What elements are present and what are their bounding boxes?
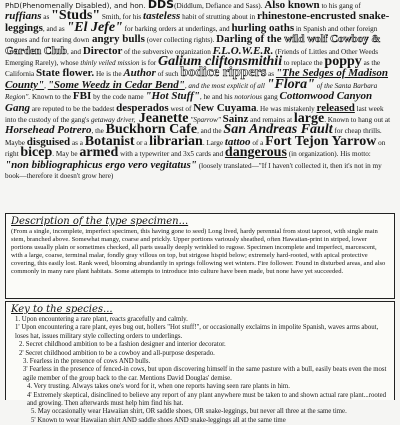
- bio-run: hurling oaths: [231, 21, 295, 34]
- bio-run: FBI: [72, 90, 92, 103]
- bio-run: of the Santa Barbara Region".: [5, 81, 378, 102]
- key-item: 4. Very trusting. Always takes one's word for it, when one reports having seen rare plants in him.: [27, 383, 290, 391]
- key-item: 3. Fearless in the presence of cows AND bulls.: [23, 358, 151, 366]
- bio-run: as the California: [5, 59, 381, 79]
- bio-run: west of: [168, 104, 194, 113]
- bio-run: to replace the: [282, 59, 325, 68]
- bio-run: "El Jefe": [66, 19, 123, 35]
- bio-run: as: [266, 70, 276, 79]
- bio-run: getaway driver,: [90, 116, 136, 125]
- bio-run: F.L.O.W.E.R.: [212, 44, 274, 57]
- bio-run: with a typewriter and 3x5 cards and: [118, 150, 225, 159]
- bio-run: , and as: [42, 24, 67, 33]
- bio-run: He is the: [94, 70, 124, 79]
- bio-run: Smith, for his: [100, 13, 144, 22]
- bio-run: . Large: [202, 138, 225, 147]
- bio-run: State flower.: [35, 67, 95, 80]
- bio-run: tattoo: [224, 135, 251, 148]
- bio-run: wild wolf Cowboy & Garden Club: [5, 33, 381, 57]
- key-item: 2. Secret childhood ambition to be a fashion designer and interior decorator.: [19, 341, 226, 349]
- bio-run: . He was mistakenly: [256, 104, 317, 113]
- bio-run: Jeanette: [135, 111, 189, 127]
- bio-run: and remains at: [248, 116, 294, 125]
- bio-run: tasteless: [143, 10, 181, 23]
- bio-run: large: [293, 111, 325, 127]
- biography-text: [5, 0, 395, 212]
- bio-run: Sainz: [222, 113, 249, 126]
- bio-run: (in organization). His motto:: [286, 150, 371, 159]
- bio-run: thinly veiled mission: [80, 59, 140, 68]
- bio-run: notorious: [234, 93, 262, 102]
- key-item: 1. Upon encountering a rare plant, reacts gracefully and calmly.: [15, 316, 188, 323]
- bio-run: "Flora": [266, 76, 315, 92]
- bio-run: "Studs": [51, 8, 101, 24]
- bio-run: , and: [67, 47, 83, 56]
- bio-run: released: [316, 101, 355, 114]
- key-item: 1' Upon encountering a rare plant, eyes bug out, hollers "Hot stuff!", or occasionally exclaims in impolite Spanish, waves arms about, loses hat, issues military style collecting orders to underlings.: [15, 324, 379, 340]
- bio-run: Galium cliftonsmithii: [158, 54, 283, 70]
- species-key-list: [11, 316, 389, 425]
- bio-run: Darling of the: [216, 33, 285, 46]
- bio-run: as: [41, 13, 52, 22]
- key-title: Key to the species...: [11, 304, 113, 315]
- bio-run: Cottonwood Canyon Gang: [5, 90, 373, 114]
- key-item: 5. May occasionally wear Hawaiian shirt, OR saddle shoes, OR snake-leggings, but never all three at the same time.: [31, 408, 347, 416]
- bio-run: ,: [44, 81, 48, 90]
- bio-run: of such: [155, 70, 181, 79]
- bio-run: desperados: [116, 101, 169, 114]
- key-item: 2' Secret childhood ambition to be a cowboy and all-purpose desperado.: [19, 349, 215, 357]
- key-item: 3' Fearless in the presence of fenced-in cows, but upon discovering himself in the same pasture with a bull, easily beats even the most agile member of the group back to the car. Mentions David Douglas' demise.: [23, 366, 387, 382]
- bio-run: armed: [79, 145, 119, 161]
- bio-run: rhinestone-encrusted snake-leggings: [5, 10, 390, 34]
- bio-run: or a: [134, 138, 150, 147]
- bio-run: Known to the: [30, 93, 73, 102]
- bio-run: last week into the custody of the gang's: [5, 104, 384, 125]
- bio-run: are reputed to be the baddest: [30, 104, 117, 113]
- bio-run: (Friends of Littles and Other Weeds Emerging Rarely), whose: [5, 47, 379, 68]
- bio-run: PhD(Phenomenally Disabled), and hon.: [5, 1, 148, 10]
- description-body: (From a single, incomplete, imperfect specimen, this having gone to seed) Long lived, hardy perennial from stout taproot, with single main stem, branched above. Somewhat mangy, coarse and prickly. Upper portions variously sheathed, often Hawaiian-print in striped, lower portions usually plain or sometimes checked, all parts usually deeply wrinkled to rugose. Specimen incomplete and imperfect, marcescent, with a large, coarse, terminal malar, fondly gray villous on top, but strigose hispid below; extremely hard-rooted, with apical protective covering, this easily lost. Rank weed, blooming abundantly in springs following wet winters. Fire follower. Found in disturbed areas, and also commonly in many rare plant habitats. Some attempts to introduce into culture have been made, but none have yet succeeded.: [11, 228, 386, 275]
- bio-run: gang: [261, 93, 280, 102]
- bio-run: (Diddlum, Defiance and Sass).: [174, 2, 265, 10]
- bio-run: "Sparrow": [188, 116, 223, 125]
- bio-run: on right: [5, 138, 386, 159]
- bio-run: librarian: [149, 133, 203, 149]
- bio-run: . May be: [52, 150, 80, 159]
- bio-run: Fort Tejon Yarrow: [265, 133, 377, 149]
- bio-run: dangerous: [224, 145, 287, 161]
- bio-run: Author: [123, 67, 156, 80]
- bio-run: "Hot Stuff": [145, 90, 200, 103]
- bio-run: , he and his: [199, 93, 235, 102]
- bio-run: for cheap thrills. Maybe: [5, 127, 382, 147]
- bio-run: poppy: [324, 54, 362, 70]
- bio-run: by the code name: [91, 93, 146, 102]
- bio-run: , and the most explicit of all: [184, 81, 267, 90]
- bio-run: "The Sedges of Madison County": [5, 67, 389, 91]
- bio-run: New Cuyama: [193, 101, 257, 114]
- bio-run: angry bulls: [89, 33, 145, 46]
- bio-run: tearing down: [51, 36, 90, 45]
- bio-run: , the: [91, 127, 106, 136]
- bio-run: of a: [250, 138, 266, 147]
- bio-run: (loosely translated—"If I haven't collected it, then it's not in my book—therefore it doesn't grow here): [5, 161, 382, 181]
- key-item: 4' Extremely skeptical, disinclined to believe any report of any plant anywhere must be taken to and shown actual rare plant...rooted and growing. Then afterwards must help him find his hat.: [27, 391, 387, 408]
- bio-run: bicep: [20, 145, 53, 161]
- bio-run: for barking orders at underlings, and: [122, 24, 232, 33]
- bio-run: (over collecting rights).: [144, 36, 217, 45]
- bio-run: DDS: [147, 0, 175, 11]
- description-box: [5, 213, 395, 299]
- bio-run: Botanist: [84, 133, 135, 149]
- bio-run: of the subversive organization: [122, 47, 213, 56]
- bio-run: Also known: [264, 0, 320, 11]
- key-item: 5' Known to wear Hawaiian shirt AND saddle shoes AND snake-leggings all at the same time: [31, 416, 286, 424]
- bio-run: to his gang of: [319, 2, 361, 10]
- bio-run: . Known to hang out at: [324, 116, 391, 125]
- bio-run: as a: [70, 138, 85, 147]
- bio-run: San Andreas Fault: [223, 122, 333, 138]
- key-box: [5, 301, 395, 424]
- bio-run: bodice rippers: [180, 65, 267, 81]
- bio-run: Buckhorn Cafe: [105, 122, 198, 138]
- bio-run: is for: [139, 59, 158, 68]
- description-title: Description of the type specimen...: [11, 216, 189, 227]
- bio-run: "Some Weedz in Cedar Bend": [47, 78, 185, 91]
- bio-run: "non bibliographicus ergo vero vegitatus": [5, 158, 197, 171]
- bio-run: disguised: [26, 135, 71, 148]
- bio-run: habit of strutting about in: [180, 13, 257, 22]
- bio-run: Horsehead Potrero: [5, 124, 92, 137]
- bio-run: ruffians: [5, 10, 42, 23]
- bio-run: in Spanish and other foreign tongues and for: [5, 24, 378, 45]
- bio-run: Director: [82, 44, 123, 57]
- bio-run: , and the: [197, 127, 224, 136]
